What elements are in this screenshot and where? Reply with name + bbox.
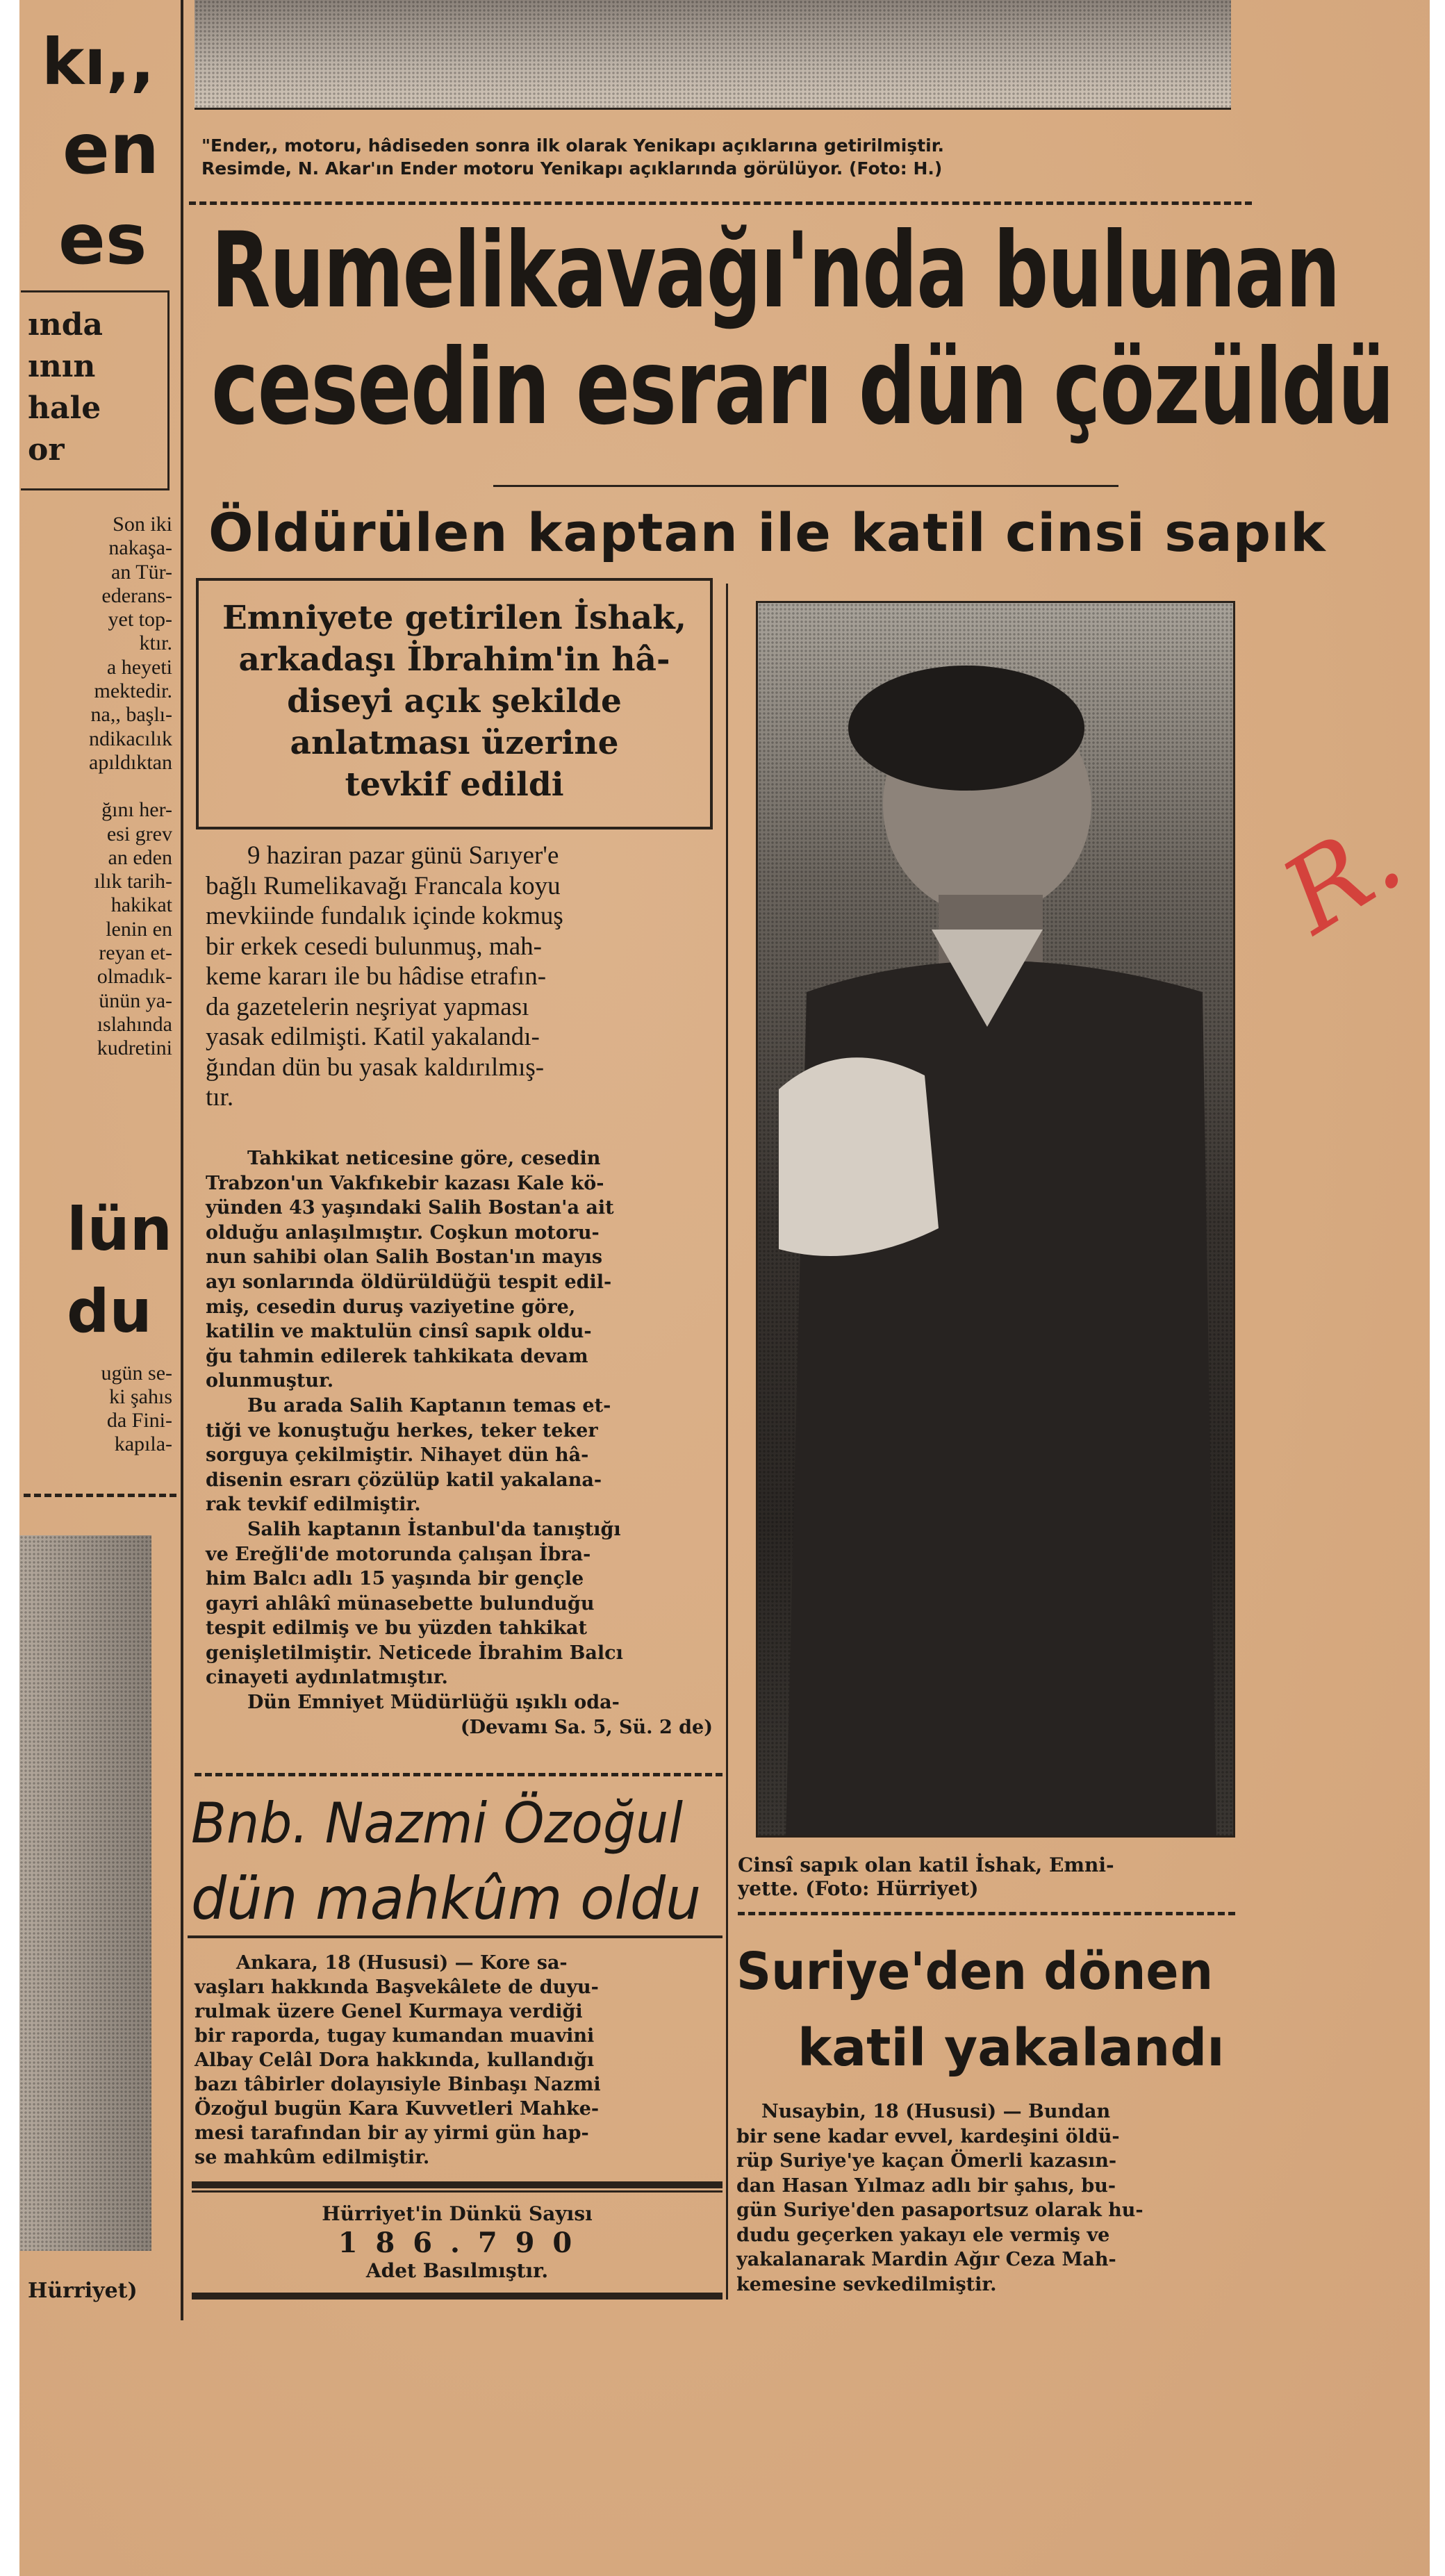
text-line: ederans- [101,584,172,607]
text-line: tespit edilmiş ve bu yüzden tahkikat [206,1617,588,1640]
text-line: dudu geçerken yakayı ele vermiş ve [736,2224,1110,2246]
left-fragment: es [58,199,147,280]
text-line: Albay Celâl Dora hakkında, kullandığı [195,2049,595,2071]
text-line: ının [28,349,96,384]
text-line: Bu arada Salih Kaptanın temas et- [247,1394,611,1417]
story2-head-box [188,1799,722,1938]
text-line: cinayeti aydınlatmıştır. [206,1667,448,1689]
deck-text [201,597,707,806]
text-line: Nusaybin, 18 (Hususi) — Bundan [761,2101,1111,2122]
left-fragment: en [63,108,160,190]
circulation-suffix: Adet Basılmıştır. [365,2259,549,2282]
text-line: bazı tâbirler dolayısiyle Binbaşı Nazmi [195,2074,601,2095]
text-line: olduğu anlaşılmıştır. Coşkun motoru- [206,1221,600,1244]
text-line: Özoğul bugün Kara Kuvvetleri Mahke- [195,2098,600,2120]
text-line: Trabzon'un Vakfıkebir kazası Kale kö- [206,1172,604,1194]
text-line: olunmuştur. [206,1370,334,1392]
left-credit: Hürriyet) [28,2279,138,2303]
left-fragment: kı,, [42,25,155,99]
text-line: ğından dün bu yasak kaldırılmış- [206,1052,545,1082]
text-line: yasak edilmişti. Katil yakalandı- [206,1023,540,1051]
column-rule [726,584,728,2300]
text-line: apıldıktan [89,750,172,774]
deck-line: Emniyete getirilen İshak, [222,599,686,637]
article-body [206,1146,720,1740]
text-line: hale [28,390,101,426]
top-photo-strip [195,0,1231,110]
text-line: da Fini- [106,1409,172,1432]
text-line: ında [28,307,103,342]
text-line: genişletilmiştir. Neticede İbrahim Balcı [206,1642,623,1664]
headline-line2: cesedin esrarı dün çözüldü [211,327,1394,448]
text-line: Salih kaptanın İstanbul'da tanıştığı [247,1518,621,1540]
text-line: Dün Emniyet Müdürlüğü ışıklı oda- [247,1692,620,1714]
story3-body [736,2099,1237,2297]
left-big-fragment: du [67,1277,152,1346]
text-line: ıslahında [97,1012,172,1036]
text-line: 9 haziran pazar günü Sarıyer'e [247,841,559,870]
text-line: ktır. [139,631,172,655]
text-line: ndikacılık [89,727,172,750]
story2-head1: Bnb. Nazmi Özoğul [191,1791,684,1856]
deck-line: tevkif edildi [345,766,564,804]
text-line: esi grev [106,822,172,845]
column-rule [181,0,183,2320]
text-line: ve Ereğli'de motorunda çalışan İbra- [206,1543,591,1565]
text-line: nakaşa- [108,536,172,560]
text-line: se mahkûm edilmiştir. [195,2147,430,2168]
text-line: gün Suriye'den pasaportsuz olarak hu- [736,2199,1143,2221]
divider [24,1494,176,1497]
text-line: miş, cesedin duruş vaziyetine göre, [206,1296,576,1318]
left-column-text [21,513,172,1061]
text-line: da gazetelerin neşriyat yapması [206,992,529,1021]
text-line: gayri ahlâkî münasebette bulunduğu [206,1592,595,1615]
photo-figure [758,603,1235,1838]
text-line: na,, başlı- [90,703,172,727]
left-photo [19,1535,151,2251]
text-line: olmadık- [97,965,172,989]
double-rule [192,2181,722,2188]
subheadline: Öldürülen kaptan ile katil cinsi sapık [208,502,1326,563]
text-line: lenin en [106,917,172,941]
story3-head1: Suriye'den dönen [736,1942,1214,2001]
text-line: ılık tarih- [94,870,172,893]
text-line: Ankara, 18 (Hususi) — Kore sa- [236,1952,568,1974]
deck-line: diseyi açık şekilde [287,682,622,720]
text-line: ünün ya- [99,989,172,1012]
text-line: ki şahıs [109,1385,172,1408]
text-line: disenin esrarı çözülüp katil yakalana- [206,1469,602,1491]
text-line: bir sene kadar evvel, kardeşini öldü- [736,2125,1120,2147]
top-caption-line1: "Ender,, motoru, hâdiseden sonra ilk olarak Yenikapı açıklarına getirilmiştir. [201,135,944,156]
photo-caption-line1: Cinsî sapık olan katil İshak, Emni- [738,1853,1114,1876]
text-line: rüp Suriye'ye kaçan Ömerli kazasın- [736,2150,1117,2172]
text-line: hakikat [110,893,172,917]
text-line: sorguya çekilmiştir. Nihayet dün hâ- [206,1444,589,1467]
text-line: or [28,432,65,468]
text-line: rak tevkif edilmiştir. [206,1494,421,1516]
text-line: reyan et- [99,941,172,965]
divider [189,201,1252,205]
text-line: nun sahibi olan Salih Bostan'ın mayıs [206,1246,603,1269]
text-line: a heyeti [106,655,172,679]
text-line: ğını her- [101,798,172,822]
divider [195,1773,722,1776]
text-line: vaşları hakkında Başvekâlete de duyu- [195,1976,599,1998]
headline-line1: Rumelikavağı'nda bulunan [211,210,1340,331]
text-line: kapıla- [114,1433,172,1455]
text-line: mevkiinde fundalık içinde kokmuş [206,902,563,930]
text-line: yünden 43 yaşındaki Salih Bostan'a ait [206,1197,614,1219]
circulation-number: 1 8 6 . 7 9 0 [338,2227,577,2259]
deck-line: anlatması üzerine [290,724,619,762]
left-big-fragment: lün [67,1195,172,1264]
text-line: ayı sonlarında öldürüldüğü tespit edil- [206,1271,612,1293]
text-line: an eden [108,845,172,869]
text-line: kudretini [97,1037,172,1060]
story3-head2: katil yakalandı [798,2018,1225,2078]
suspect-photo [756,601,1235,1838]
double-rule [192,2190,722,2193]
divider [738,1912,1235,1915]
text-line: katilin ve maktulün cinsî sapık oldu- [206,1321,592,1343]
text-line: mektedir. [94,679,172,703]
deck-line: arkadaşı İbrahim'in hâ- [238,641,670,679]
text-line: keme kararı ile bu hâdise etrafın- [206,962,547,991]
text-line: Son iki [113,513,172,536]
text-line: yakalanarak Mardin Ağır Ceza Mah- [736,2249,1116,2270]
continued-note: (Devamı Sa. 5, Sü. 2 de) [460,1716,713,1738]
left-box-text [28,304,103,471]
circulation-label: Hürriyet'in Dünkü Sayısı [322,2202,593,2225]
text-line: bağlı Rumelikavağı Francala koyu [206,871,561,900]
article-intro [206,841,720,1113]
left-lower-text [21,1362,172,1456]
photo-caption-line2: yette. (Foto: Hürriyet) [738,1877,979,1900]
text-line: yet top- [108,608,172,631]
story2-body [195,1951,722,2170]
text-line: Tahkikat neticesine göre, cesedin [247,1148,601,1169]
text-line: kemesine sevkedilmiştir. [736,2273,997,2295]
text-line: an Tür- [111,560,172,584]
text-line: him Balcı adlı 15 yaşında bir gençle [206,1568,584,1590]
text-line: tiği ve konuştuğu herkes, teker teker [206,1419,598,1442]
double-rule [192,2293,722,2300]
text-line: dan Hasan Yılmaz adlı bir şahıs, bu- [736,2174,1116,2197]
top-caption-line2: Resimde, N. Akar'ın Ender motoru Yenikapı açıklarında görülüyor. (Foto: H.) [201,158,943,179]
text-line: ğu tahmin edilerek tahkikata devam [206,1345,588,1367]
text-line: rulmak üzere Genel Kurmaya verdiği [195,2001,583,2022]
text-line: bir erkek cesedi bulunmuş, mah- [206,932,542,961]
text-line: ugün se- [101,1362,172,1385]
text-line: mesi tarafından bir ay yirmi gün hap- [195,2122,589,2144]
margin-pencil-mark: R. [1263,795,1422,957]
headline-rule [493,485,1118,487]
text-line [21,775,172,798]
text-line: tır. [206,1083,234,1112]
story2-head2: dün mahkûm oldu [191,1865,702,1933]
text-line: bir raporda, tugay kumandan muavini [195,2025,595,2047]
